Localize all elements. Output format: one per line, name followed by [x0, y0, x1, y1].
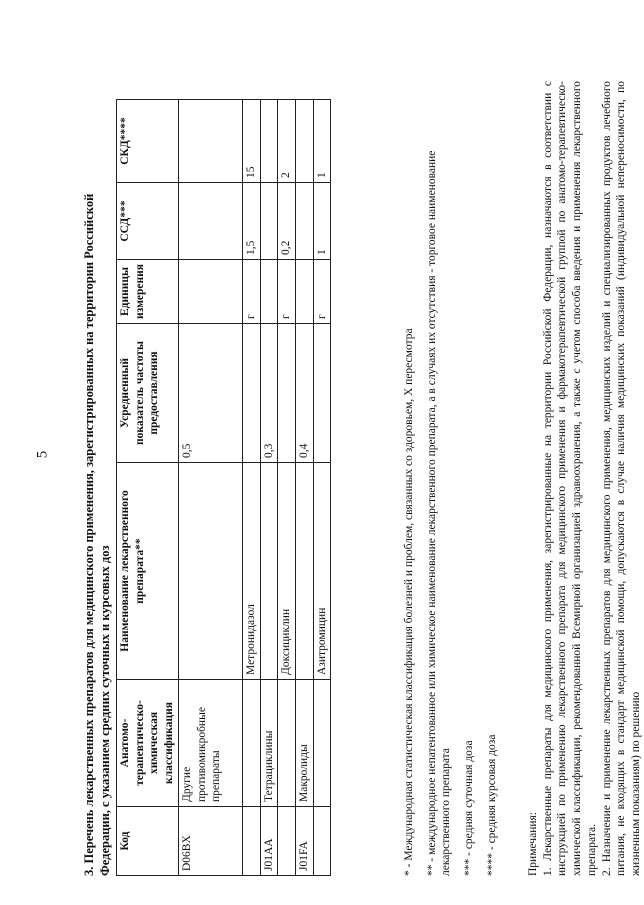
header-atc: Анатомо-терапевтическо-химическая классификация: [117, 680, 179, 807]
footnote: **** - средняя курсовая доза: [485, 734, 498, 876]
table-row: [313, 100, 331, 876]
rotated-page-content: [80, 30, 643, 880]
row-atc: Другие противомикробные препараты: [178, 680, 242, 807]
row-code: J01AA: [260, 807, 278, 876]
header-ssd: ССД***: [117, 183, 179, 260]
drug-name: Метронидазол: [242, 463, 260, 680]
note-item: 1. Лекарственные препараты для медицинского применения, зарегистрированные на территории Российской Федерации, назначаются в соответствии с инструкцией по применению лекарственного препарата для медицинского применения и фармакотерапевтической группой по анатомо-терапевтическо-химической классификации, рекомендованной Всемирной организацией здравоохранения, а также с учетом способа введения и применения лекарственного препарата.: [541, 81, 598, 876]
page-number: 5: [34, 450, 51, 459]
drug-unit: г: [278, 260, 296, 324]
row-frequency: 0,3: [260, 324, 278, 463]
table-header-row: [117, 100, 179, 876]
row-code: D06BX: [178, 807, 242, 876]
footnote: * - Международная статистическая классификация болезней и проблем, связанных со здоровьем, X пересмотра: [403, 328, 415, 876]
header-frequency: Усредненный показатель частоты предоставления: [117, 324, 179, 463]
row-frequency: 0,4: [296, 324, 314, 463]
footnotes: [402, 96, 508, 876]
drug-frequency: [278, 324, 296, 463]
footnote: ** - международное непатентованное или химическое наименование лекарственного препарата, а в случаях их отсутствия - торговое наименование лекарственного препарата: [425, 150, 453, 876]
drug-skd: 2: [278, 100, 296, 183]
section-heading: 3. Перечень лекарственных препаратов для медицинского применения, зарегистрированных на территории Российской Федерации, с указанием средних суточных и курсовых доз: [82, 193, 112, 876]
notes-section: [526, 81, 644, 876]
table-row: [278, 100, 296, 876]
row-frequency: 0,5: [178, 324, 242, 463]
drug-ssd: 1,5: [242, 183, 260, 260]
header-code: Код: [117, 807, 179, 876]
notes-title: Примечания:: [527, 812, 539, 876]
table-row: [242, 100, 260, 876]
drug-ssd: 0,2: [278, 183, 296, 260]
note-item: 2. Назначение и применение лекарственных препаратов для медицинского применения, медицинских изделий и специализированных продуктов лечебного питания, не входящих в стандарт медицинской помощи, допускаются в случае наличия медицинских показаний (индивидуальной непереносимости, по жизненным показаниям) по решению: [600, 81, 643, 876]
drug-table: [116, 99, 331, 876]
row-atc: Макролиды: [296, 680, 314, 807]
drug-frequency: [313, 324, 331, 463]
header-name: Наименование лекарственного препарата**: [117, 463, 179, 680]
row-atc: Тетрациклины: [260, 680, 278, 807]
drug-skd: 15: [242, 100, 260, 183]
drug-frequency: [242, 324, 260, 463]
drug-name: Азитромицин: [313, 463, 331, 680]
table-row: [296, 100, 314, 876]
drug-unit: г: [313, 260, 331, 324]
drug-skd: 1: [313, 100, 331, 183]
table-row: [178, 100, 242, 876]
footnote: *** - средняя суточная доза: [463, 740, 476, 876]
drug-name: Доксициклин: [278, 463, 296, 680]
header-skd: СКД****: [117, 100, 179, 183]
drug-ssd: 1: [313, 183, 331, 260]
row-code: J01FA: [296, 807, 314, 876]
drug-unit: г: [242, 260, 260, 324]
table-row: [260, 100, 278, 876]
header-unit: Единицы измерения: [117, 260, 179, 324]
